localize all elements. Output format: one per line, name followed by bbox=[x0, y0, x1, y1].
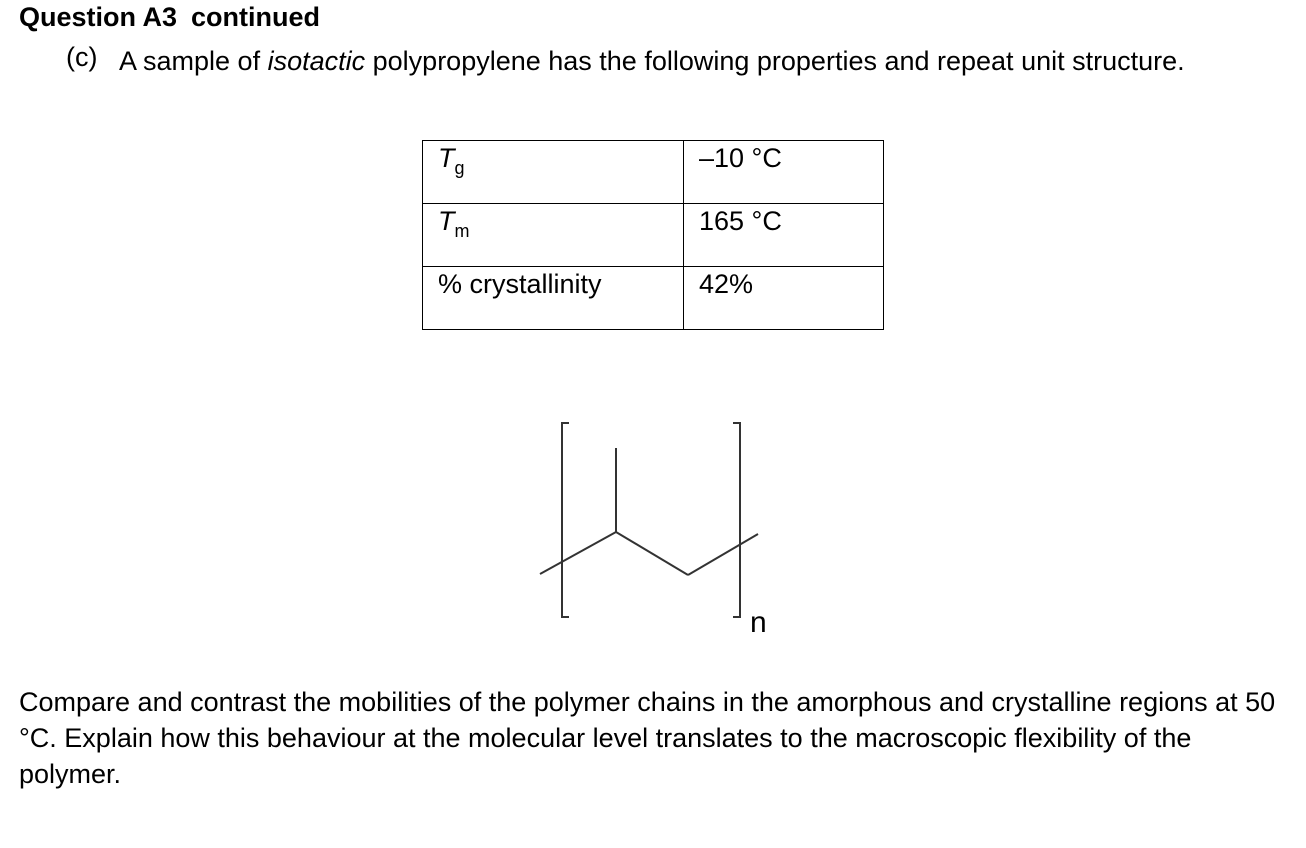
property-name-cell: % crystallinity bbox=[423, 267, 684, 330]
left-bracket bbox=[562, 423, 569, 617]
backbone-bond-right bbox=[688, 534, 758, 575]
question-text: Compare and contrast the mobilities of the polymer chains in the amorphous and crystalline regions at 50 °C. Explain how this behaviour at the molecular level translates to the macroscopic flexibility of the polymer. bbox=[19, 687, 1276, 789]
backbone-bond-left bbox=[540, 532, 616, 574]
table-row bbox=[423, 204, 884, 267]
property-value-cell: 42% bbox=[684, 267, 884, 330]
question-number: Question A3 bbox=[19, 2, 178, 32]
continued-label: continued bbox=[191, 2, 321, 32]
repeat-count-label: n bbox=[750, 606, 767, 639]
glass-transition-subscript: g bbox=[454, 158, 465, 178]
property-value-cell: –10 °C bbox=[684, 141, 884, 204]
part-text-end: polypropylene has the following properties and repeat unit structure. bbox=[365, 46, 1185, 76]
repeat-unit-bonds bbox=[540, 423, 758, 617]
part-intro-text bbox=[119, 42, 1269, 80]
table-row bbox=[423, 141, 884, 204]
melting-temp-subscript: m bbox=[454, 221, 470, 241]
part-label: (c) bbox=[66, 42, 98, 72]
part-text-start: A sample of bbox=[119, 46, 268, 76]
property-value-cell: 165 °C bbox=[684, 204, 884, 267]
properties-table bbox=[422, 140, 884, 330]
backbone-bond-middle bbox=[616, 532, 688, 575]
table-row bbox=[423, 267, 884, 330]
glass-transition-symbol: T bbox=[438, 143, 455, 173]
melting-temp-symbol: T bbox=[438, 206, 455, 236]
property-name-cell bbox=[423, 204, 684, 267]
property-name-cell bbox=[423, 141, 684, 204]
right-bracket bbox=[733, 423, 740, 617]
question-heading bbox=[19, 2, 320, 33]
part-text-italic: isotactic bbox=[267, 46, 366, 76]
polypropylene-structure bbox=[530, 410, 790, 640]
